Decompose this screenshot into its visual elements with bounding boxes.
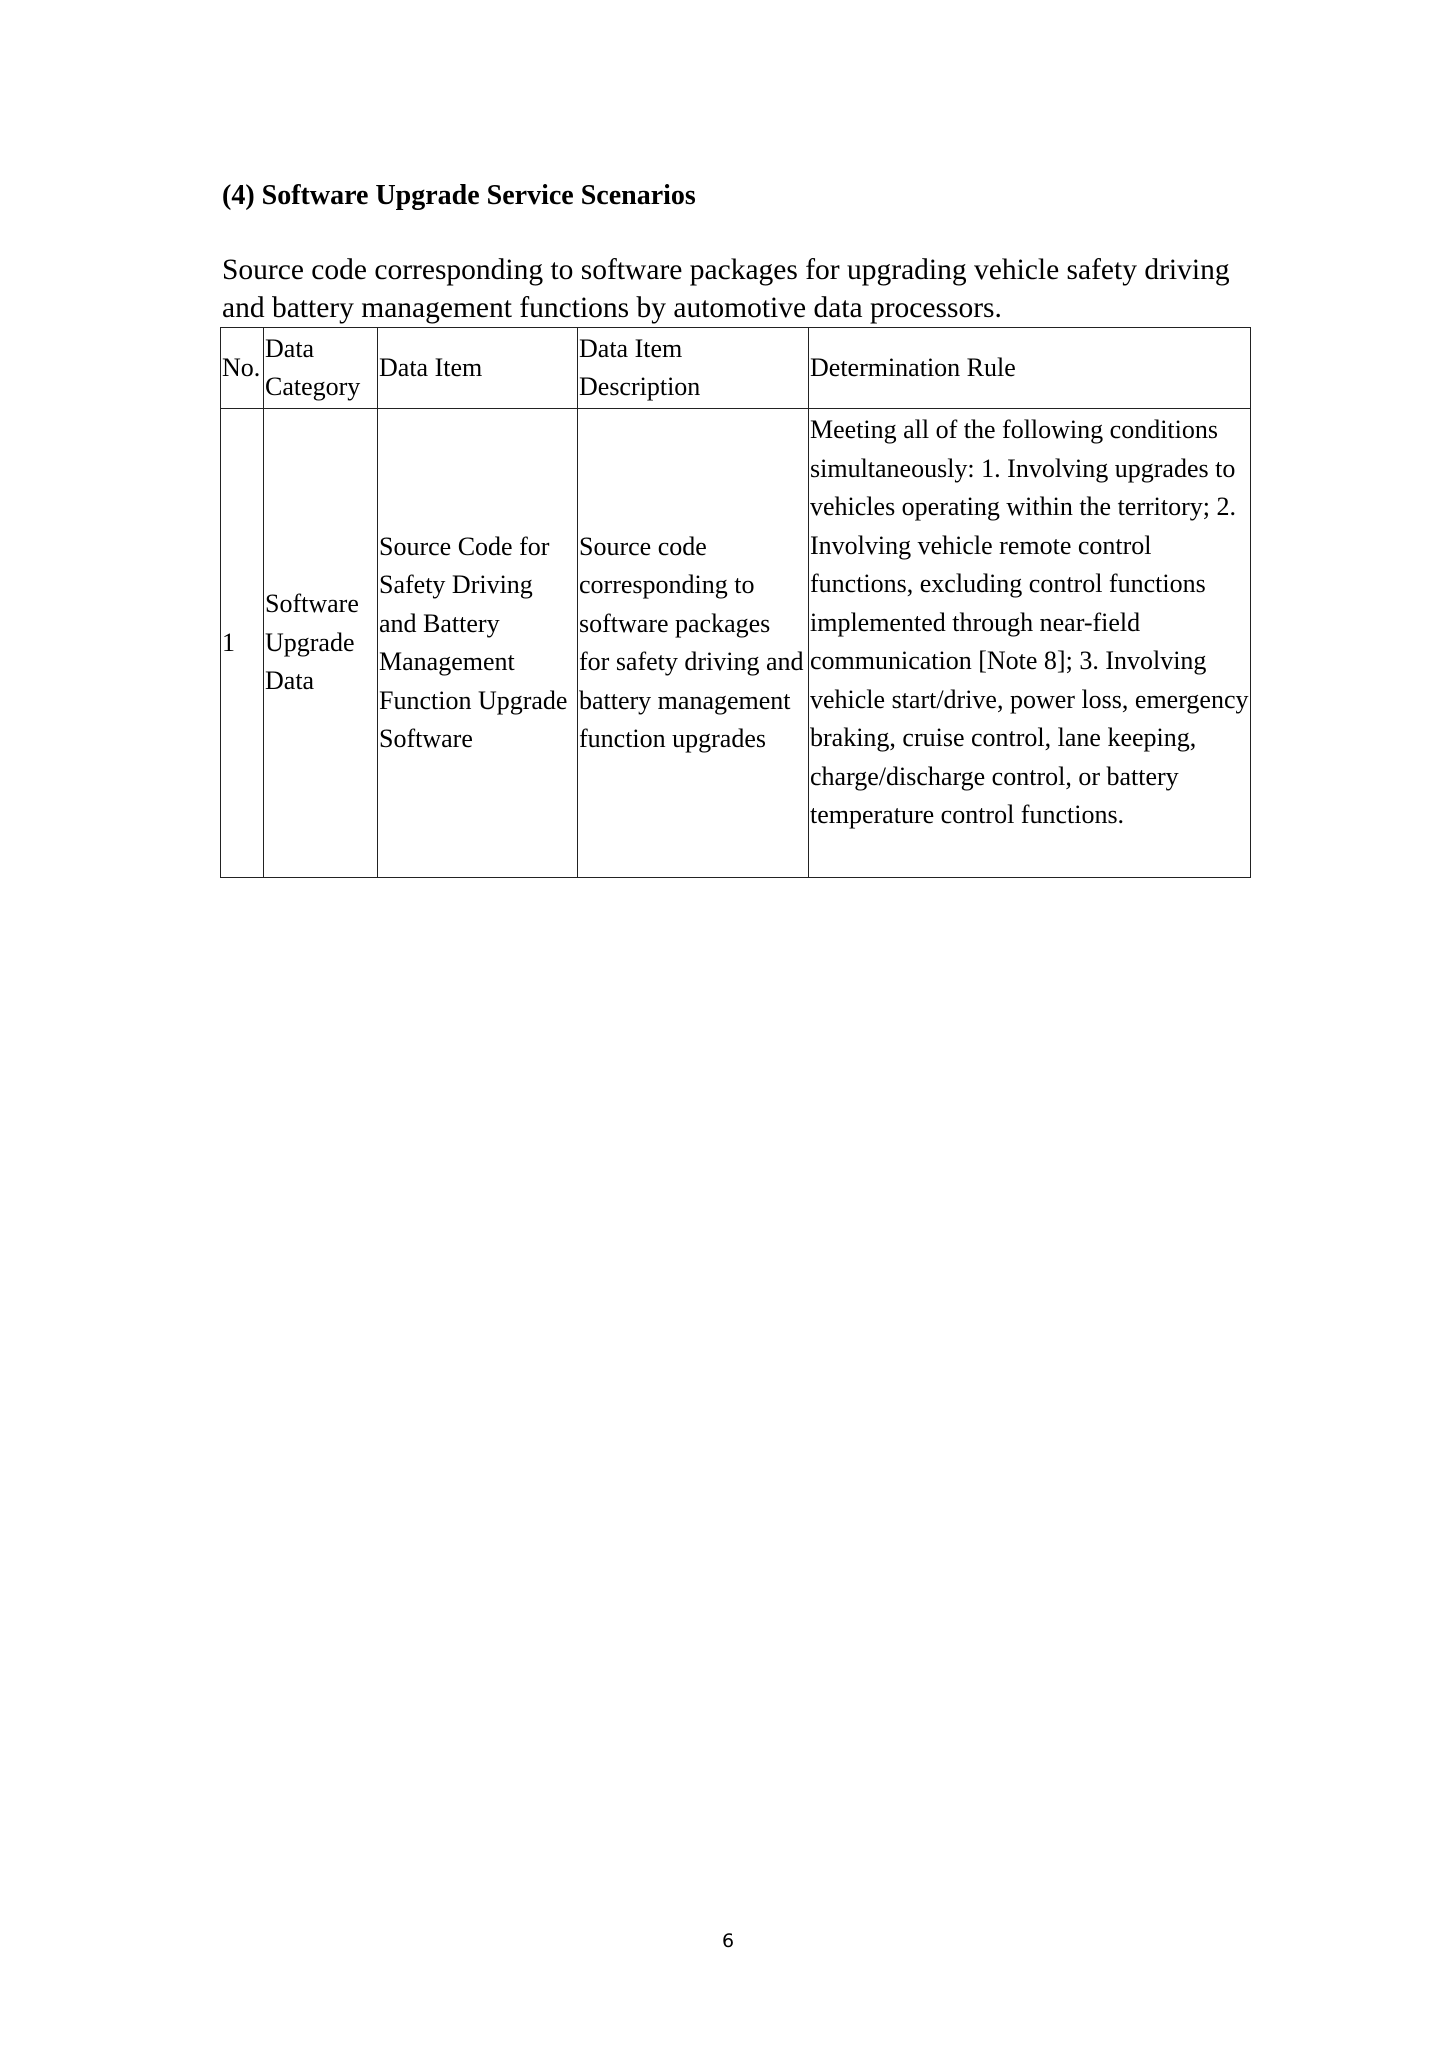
header-data-category: Data Category: [264, 328, 378, 409]
table-row: [221, 409, 1251, 878]
cell-determination-rule: Meeting all of the following conditions simultaneously: 1. Involving upgrades to vehicles operating within the territory; 2. Involving vehicle remote control functions, excluding control functions implemented through near-field communication [Note 8]; 3. Involving vehicle start/drive, power loss, emergency braking, cruise control, lane keeping, charge/discharge control, or battery temperature control functions.: [809, 409, 1251, 878]
header-data-item: Data Item: [378, 328, 578, 409]
page-number: 6: [721, 1930, 735, 1952]
table-header: [221, 328, 1251, 409]
header-no: No.: [221, 328, 264, 409]
cell-data-item: Source Code for Safety Driving and Battery Management Function Upgrade Software: [378, 409, 578, 878]
data-table: [220, 327, 1251, 878]
table-header-row: [221, 328, 1251, 409]
intro-paragraph: Source code corresponding to software packages for upgrading vehicle safety driving and battery management functions by automotive data processors.: [222, 254, 1230, 324]
section-heading: (4) Software Upgrade Service Scenarios: [222, 180, 696, 211]
cell-data-item-description: Source code corresponding to software packages for safety driving and battery management function upgrades: [578, 409, 809, 878]
cell-data-category: Software Upgrade Data: [264, 409, 378, 878]
header-data-item-description: Data Item Description: [578, 328, 809, 409]
cell-no: 1: [221, 409, 264, 878]
table-body: [221, 409, 1251, 878]
header-determination-rule: Determination Rule: [809, 328, 1251, 409]
